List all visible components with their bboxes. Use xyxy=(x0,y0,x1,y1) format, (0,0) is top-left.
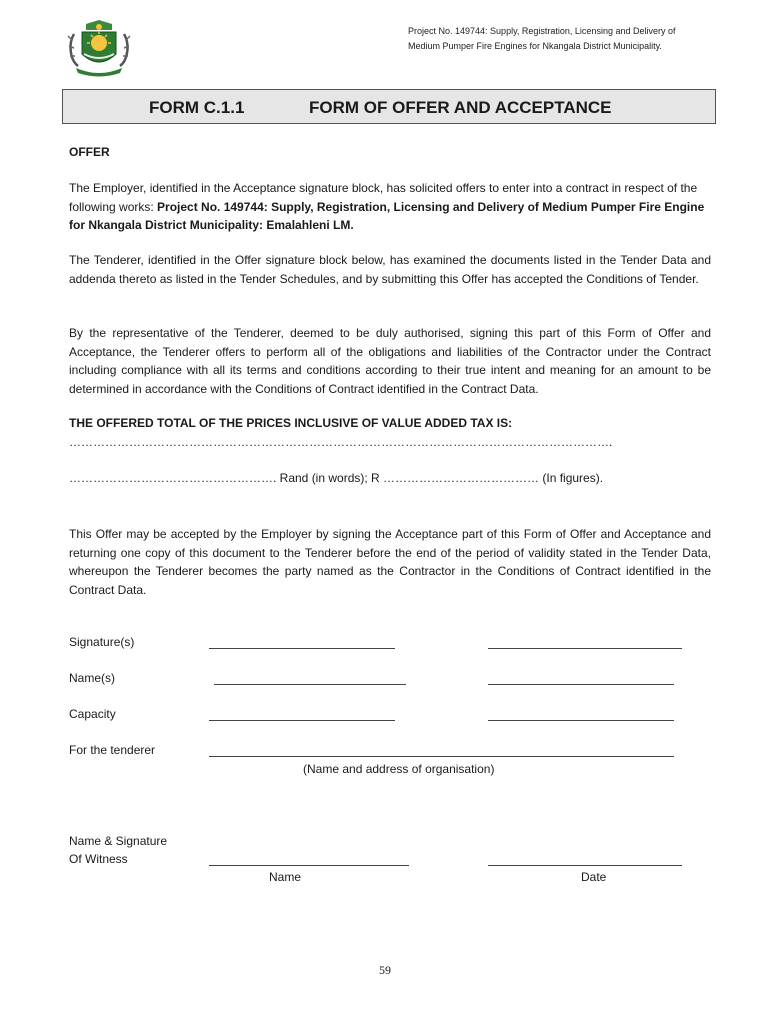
organisation-line[interactable] xyxy=(209,756,674,757)
offer-paragraph-3: By the representative of the Tenderer, deemed to be duly authorised, signing this part of this Form of Offer and Acceptance, the Tenderer offers to perform all of the obligations and liabilities of the Contractor under the Contract including compliance with all its terms and conditions according to their true intent and meaning for an amount to be determined in accordance with the Conditions of Contract identified in the Contract Data. xyxy=(69,326,711,396)
name-line-2[interactable] xyxy=(488,684,674,685)
signature-line-1[interactable] xyxy=(209,648,395,649)
organisation-caption: (Name and address of organisation) xyxy=(303,762,495,776)
project-header-line-1: Project No. 149744: Supply, Registration, Licensing and Delivery of xyxy=(408,26,676,36)
offer-paragraph-1 xyxy=(69,179,711,235)
page-number: 59 xyxy=(379,963,391,977)
capacity-label: Capacity xyxy=(69,707,116,721)
name-line-1[interactable] xyxy=(214,684,406,685)
signature-label: Signature(s) xyxy=(69,635,135,649)
form-number: FORM C.1.1 xyxy=(149,98,245,117)
witness-name-caption: Name xyxy=(269,870,302,884)
offer-paragraph-4: This Offer may be accepted by the Employer by signing the Acceptance part of this Form of Offer and Acceptance and returning one copy of this document to the Tenderer before the end of the period of validity stated in the Tender Data, whereupon the Tenderer becomes the party named as the Contractor in the Conditions of Contract identified in the Contract Data. xyxy=(69,527,711,597)
project-header xyxy=(408,24,728,54)
offer-paragraph-2: The Tenderer, identified in the Offer signature block below, has examined the documents listed in the Tender Data and addenda thereto as listed in the Tender Schedules, and by submitting this Offer has accepted the Conditions of Tender. xyxy=(69,253,711,286)
witness-date-line[interactable] xyxy=(488,865,682,866)
form-title: FORM OF OFFER AND ACCEPTANCE xyxy=(309,98,612,117)
offer-paragraph-1-text: The Employer, identified in the Acceptance signature block, has solicited offers to enter into a contract in respect of the following works: xyxy=(69,181,698,214)
signature-line-2[interactable] xyxy=(488,648,682,649)
names-label: Name(s) xyxy=(69,671,116,685)
offer-paragraph-1-project: Project No. 149744: Supply, Registration, Licensing and Delivery of Medium Pumper Fire Engine for Nkangala District Municipality: Emalahleni LM. xyxy=(69,199,705,232)
witness-label-line-2: Of Witness xyxy=(69,852,128,866)
project-header-line-2: Medium Pumper Fire Engines for Nkangala District Municipality. xyxy=(408,41,662,51)
capacity-line-1[interactable] xyxy=(209,720,395,721)
for-the-tenderer-label: For the tenderer xyxy=(69,743,156,757)
offer-heading: OFFER xyxy=(69,145,110,159)
witness-label-line-1: Name & Signature xyxy=(69,834,168,848)
offered-total-dots: ………………………………………………………………………………………………………………………. xyxy=(69,435,613,449)
witness-date-caption: Date xyxy=(581,870,607,884)
offered-total-heading: THE OFFERED TOTAL OF THE PRICES INCLUSIVE OF VALUE ADDED TAX IS: xyxy=(69,416,513,430)
municipality-crest-logo xyxy=(66,20,132,78)
witness-name-line[interactable] xyxy=(209,865,409,866)
offered-total-amount-line: ……………………………………………. Rand (in words); R ………………………………… (In figures). xyxy=(69,471,604,485)
capacity-line-2[interactable] xyxy=(488,720,674,721)
form-title-box xyxy=(62,89,716,124)
